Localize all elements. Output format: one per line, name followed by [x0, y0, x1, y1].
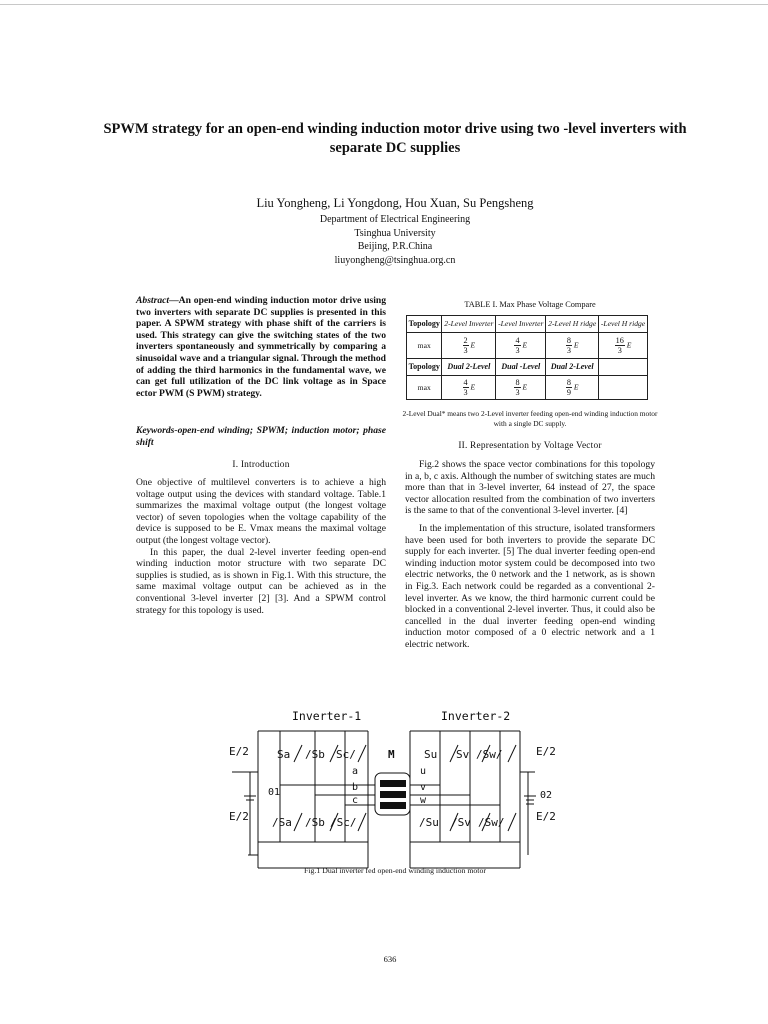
switch-sv-bar: /Sv — [451, 816, 471, 829]
section-2-paragraph-1: Fig.2 shows the space vector combinations for this topology in a, b, c axis. Although the number of switching states are much more than that in 3-level inverter, 64 instead of 27, the space vector allocation resulted from the combination of two inverters is the same to that of the conventional 3-level inverter. [4] — [405, 459, 655, 517]
inverter-2-label: Inverter-2 — [441, 709, 511, 723]
table-cell: $\frac{8}{9}$ E — [546, 376, 599, 400]
table-cell: max — [407, 376, 442, 400]
table-cell: $\frac{4}{3}$ E — [442, 376, 496, 400]
winding-a — [380, 780, 406, 787]
table-cell: 2-Level Inverter — [442, 316, 496, 333]
affiliation — [240, 213, 550, 267]
e-half-top-right: E/2 — [536, 745, 556, 758]
table-cell — [599, 359, 648, 376]
voltage-table — [406, 315, 648, 400]
section-1-heading: I. Introduction — [232, 460, 290, 470]
table-row — [407, 359, 648, 376]
table-cell: -Level Inverter — [496, 316, 546, 333]
university: Tsinghua University — [354, 227, 436, 239]
winding-b — [380, 791, 406, 798]
e-half-bottom-left: E/2 — [229, 810, 249, 823]
e-half-bottom-right: E/2 — [536, 810, 556, 823]
table-row — [407, 376, 648, 400]
inverter-1-label: Inverter-1 — [292, 709, 362, 723]
top-rule — [0, 4, 768, 5]
fraction: $\frac{8}{3}$ — [515, 378, 520, 397]
phase-c-label: c — [352, 795, 359, 806]
node-02-label: 02 — [540, 790, 553, 801]
section-2-body — [405, 459, 655, 651]
phase-b-label: b — [352, 782, 359, 793]
switch-sa: Sa — [277, 748, 291, 761]
abstract-text: —An open-end winding induction motor drive using two inverters with separate DC supplies is presented in this paper. A SPWM strategy with phase shift of the carriers is used. This strategy can give the switching states of the two inverters spontaneously and symmetrically by comparing a sinusoidal wave and a triangular signal. Through the method of adding the third harmonics in the fundamental wave, we can get full utilization of the DC link voltage as in Space ector PWM (S PWM) strategy. — [136, 295, 386, 399]
table-note: 2-Level Dual* means two 2-Level inverter feeding open-end winding induction motor with a single DC supply. — [402, 409, 658, 428]
table-cell: -Level H ridge — [599, 316, 648, 333]
table-cell: Dual 2-Level — [442, 359, 496, 376]
abstract — [136, 295, 386, 399]
table-cell: $\frac{16}{3}$ E — [599, 333, 648, 359]
fraction: $\frac{16}{3}$ — [615, 336, 624, 355]
table-cell: $\frac{8}{3}$ E — [546, 333, 599, 359]
table-cell: $\frac{8}{3}$ E — [496, 376, 546, 400]
figure-1-circuit — [0, 700, 768, 870]
motor-label: M — [388, 748, 395, 761]
table-cell: Dual 2-Level — [546, 359, 599, 376]
fraction: $\frac{8}{3}$ — [566, 336, 571, 355]
phase-v-label: v — [420, 782, 427, 793]
abstract-label: Abstract — [136, 295, 170, 306]
table-cell: Topology — [407, 359, 442, 376]
switch-sc-bar: /Sc/ — [330, 816, 357, 829]
fraction: $\frac{2}{3}$ — [463, 336, 468, 355]
phase-u-label: u — [420, 766, 427, 777]
phase-a-label: a — [352, 766, 359, 777]
table-cell: max — [407, 333, 442, 359]
switch-sv: Sv — [456, 748, 470, 761]
table-cell: $\frac{4}{3}$ E — [496, 333, 546, 359]
switch-su-bar: /Su — [419, 816, 439, 829]
fraction: $\frac{4}{3}$ — [463, 378, 468, 397]
switch-sb-bar: /Sb — [305, 816, 325, 829]
authors: Liu Yongheng, Li Yongdong, Hou Xuan, Su Pengsheng — [256, 196, 534, 210]
switch-sa-bar: /Sa — [272, 816, 292, 829]
paper-title: SPWM strategy for an open-end winding induction motor drive using two -level inverters with separate DC supplies — [103, 121, 687, 156]
table-cell — [599, 376, 648, 400]
email: liuyongheng@tsinghua.org.cn — [334, 254, 456, 266]
figure-1-caption: Fig.1 Dual inverter fed open-end winding induction motor — [304, 866, 486, 875]
table-cell: Topology — [407, 316, 442, 333]
phase-w-label: w — [420, 795, 427, 806]
intro-paragraph-2: In this paper, the dual 2-level inverter feeding open-end winding induction motor structure with two separate DC supplies is studied, as is shown in Fig.1. With this structure, the same maximal voltage output can be achieved as in the conventional 3-level inverter [2] [3]. And a SPWM control strategy for this topology is used. — [136, 546, 386, 616]
table-cell: Dual -Level — [496, 359, 546, 376]
switch-sw-bar: /Sw/ — [478, 816, 505, 829]
table-cell: $\frac{2}{3}$ E — [442, 333, 496, 359]
keywords: Keywords-open-end winding; SPWM; induction motor; phase shift — [136, 425, 386, 448]
section-2-heading: II. Representation by Voltage Vector — [458, 441, 602, 451]
department: Department of Electrical Engineering — [319, 214, 471, 225]
fraction: $\frac{8}{9}$ — [566, 378, 571, 397]
intro-paragraph-1: One objective of multilevel converters is to achieve a high voltage output using the devices with standard voltage. Table.1 summarizes the maximal voltage output (the longest voltage vector) of seven topologies when the voltage capability of the device is supposed to be E. Vmax means the maximal voltage output (the longest voltage vector). — [136, 477, 386, 546]
page-number: 636 — [383, 954, 397, 964]
section-1-body — [136, 477, 386, 616]
e-half-top-left: E/2 — [229, 745, 249, 758]
switch-sc: Sc/ — [336, 748, 356, 761]
switch-sw: /Sw/ — [476, 748, 503, 761]
switch-sb: /Sb — [305, 748, 325, 761]
section-2-paragraph-2: In the implementation of this structure, isolated transformers have been used for both inverters to provide the separate DC supply for each inverter. [5] The dual inverter feeding open-end winding induction motor system could be decomposed into two electric networks, the 0 network and the 1 network, as is shown in Fig.3. Each network could be regarded as a conventional 2-level inverter. As we know, the third harmonic current could be blocked in a conventional 2-level inverter. Thus, it could also be cancelled in the dual inverter feeding open-end winding induction motor composed of a 0 electric network and a 1 electric network. — [405, 522, 655, 650]
table-row — [407, 316, 648, 333]
table-caption: TABLE I. Max Phase Voltage Compare — [464, 300, 596, 309]
table-row — [407, 333, 648, 359]
city: Beijing, P.R.China — [357, 241, 433, 252]
switch-su: Su — [424, 748, 438, 761]
fraction: $\frac{4}{3}$ — [515, 336, 520, 355]
node-01-label: 01 — [268, 787, 281, 798]
table-cell: 2-Level H ridge — [546, 316, 599, 333]
winding-c — [380, 802, 406, 809]
